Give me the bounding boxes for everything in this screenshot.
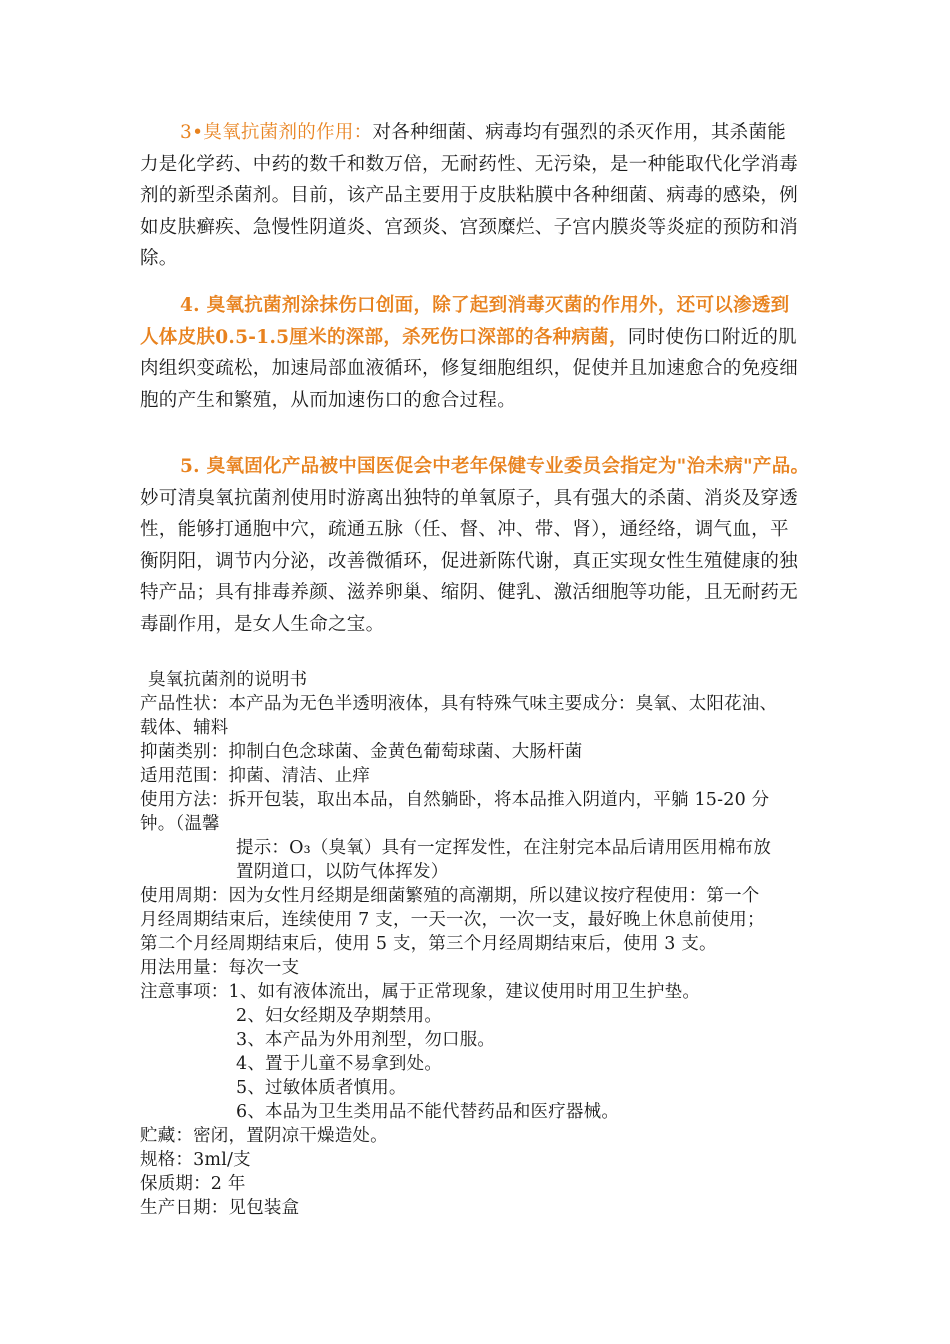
spec-note-3: 3、本产品为外用剂型，勿口服。: [236, 1030, 496, 1050]
p4-line-4: 胞的产生和繁殖，从而加速伤口的愈合过程。: [140, 389, 517, 411]
spec-tip-1: 提示：O₃（臭氧）具有一定挥发性，在注射完本品后请用医用棉布放: [236, 838, 772, 858]
spec-size: 规格：3ml/支: [140, 1150, 251, 1170]
spec-note-6: 6、本品为卫生类用品不能代替药品和医疗器械。: [236, 1102, 620, 1122]
paragraph-3: [140, 117, 820, 275]
spec-dose: 用法用量：每次一支: [140, 958, 300, 978]
spec-appearance: 产品性状：本产品为无色半透明液体，具有特殊气味主要成分：臭氧、太阳花油、: [140, 694, 778, 714]
spec-usage-cont: 钟。（温馨: [140, 814, 220, 834]
p4-line-2: 人体皮肤0.5-1.5厘米的深部，杀死伤口深部的各种病菌，同时使伤口附近的肌: [140, 326, 797, 348]
spec-cycle-1: 使用周期：因为女性月经期是细菌繁殖的高潮期，所以建议按疗程使用：第一个: [140, 886, 760, 906]
spec-appearance-cont: 载体、辅料: [140, 718, 229, 738]
spec-usage: 使用方法：拆开包装，取出本品，自然躺卧，将本品推入阴道内，平躺 15-20 分: [140, 790, 770, 810]
spec-note-1: 注意事项：1、如有液体流出，属于正常现象，建议使用时用卫生护垫。: [140, 982, 701, 1002]
p3-line-1: 3•臭氧抗菌剂的作用：对各种细菌、病毒均有强烈的杀灭作用，其杀菌能: [180, 122, 787, 143]
p5-line-6: 毒副作用，是女人生命之宝。: [140, 613, 385, 635]
p5-line-2: 妙可清臭氧抗菌剂使用时游离出独特的单氧原子，具有强大的杀菌、消炎及穿透: [140, 487, 799, 509]
p4-line-3: 肉组织变疏松，加速局部血液循环，修复细胞组织，促使并且加速愈合的免疫细: [140, 358, 799, 379]
spec-note-5: 5、过敏体质者慎用。: [236, 1078, 407, 1098]
p3-heading: 3•臭氧抗菌剂的作用：: [180, 122, 373, 143]
spec-production-date: 生产日期：见包装盒: [140, 1198, 300, 1218]
p3-line-3: 剂的新型杀菌剂。目前，该产品主要用于皮肤粘膜中各种细菌、病毒的感染，例: [140, 185, 799, 206]
spec-note-4: 4、置于儿童不易拿到处。: [236, 1054, 443, 1074]
spec-bacteria: 抑菌类别：抑制白色念球菌、金黄色葡萄球菌、大肠杆菌: [140, 742, 583, 762]
paragraph-5: [140, 451, 820, 640]
spec-cycle-2: 月经周期结束后，连续使用 7 支，一天一次，一次一支，最好晚上休息前使用；: [140, 910, 765, 930]
p3-line-2: 力是化学药、中药的数千和数万倍，无耐药性、无污染，是一种能取代化学消毒: [140, 153, 799, 175]
spec-note-2: 2、妇女经期及孕期禁用。: [236, 1006, 443, 1026]
p5-line-5: 特产品；具有排毒养颜、滋养卵巢、缩阴、健乳、激活细胞等功能，且无耐药无: [140, 582, 799, 603]
p3-line-5: 除。: [140, 248, 178, 269]
p5-line-4: 衡阴阳，调节内分泌，改善微循环，促进新陈代谢，真正实现女性生殖健康的独: [140, 550, 799, 572]
spec-storage: 贮藏：密闭，置阴凉干燥造处。: [140, 1126, 388, 1146]
spec-title: 臭氧抗菌剂的说明书: [148, 670, 308, 690]
spec-scope: 适用范围：抑菌、清洁、止痒: [140, 766, 371, 786]
p3-line-4: 如皮肤癣疾、急慢性阴道炎、宫颈炎、宫颈糜烂、子宫内膜炎等炎症的预防和消: [140, 216, 799, 238]
paragraph-4: [140, 290, 820, 416]
spec-tip-2: 置阴道口，以防气体挥发）: [236, 862, 449, 882]
spec-shelf-life: 保质期：2 年: [140, 1174, 246, 1194]
p4-line-1: 4. 臭氧抗菌剂涂抹伤口创面，除了起到消毒灭菌的作用外，还可以渗透到: [180, 295, 790, 316]
p5-line-3: 性，能够打通胞中穴，疏通五脉（任、督、冲、带、肾），通经络，调气血，平: [140, 519, 789, 540]
spec-cycle-3: 第二个月经周期结束后，使用 5 支，第三个月经周期结束后，使用 3 支。: [140, 934, 717, 954]
instruction-sheet: [140, 668, 830, 1220]
p5-line-1: 5. 臭氧固化产品被中国医促会中老年保健专业委员会指定为"治未病"产品。: [180, 456, 810, 477]
